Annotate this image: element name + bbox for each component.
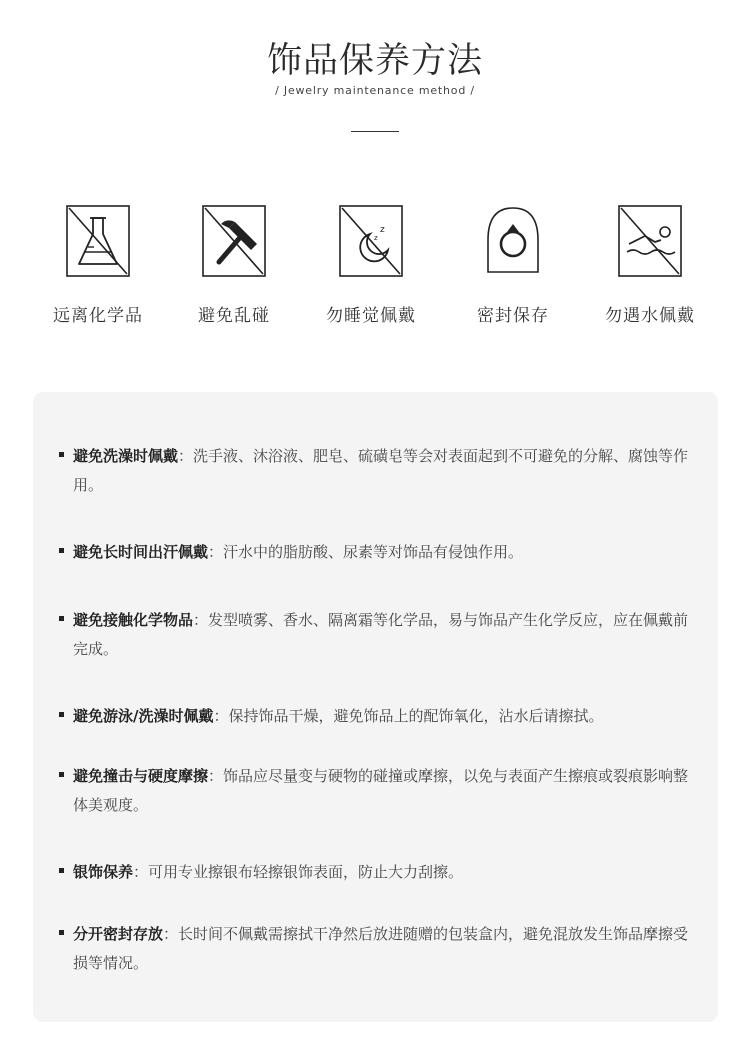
bullet-icon	[59, 868, 64, 873]
sleep-icon	[336, 200, 406, 280]
care-tip-heading: 避免撞击与硬度摩擦	[73, 767, 209, 785]
care-tip-body: 可用专业擦银布轻擦银饰表面，防止大力刮擦。	[148, 863, 464, 881]
care-tip-separator: ：	[178, 447, 194, 465]
title-divider	[351, 131, 399, 132]
care-tip-body: 洗手液、沐浴液、肥皂、硫磺皂等会对表面起到不可避免的分解、腐蚀等作用。	[73, 447, 689, 494]
bullet-icon	[59, 712, 64, 717]
swimming-icon	[615, 200, 685, 280]
care-tip-separator: ：	[163, 925, 179, 943]
icon-label-water: 勿遇水佩戴	[605, 306, 695, 326]
care-icon-row	[0, 200, 750, 340]
care-tip-separator: ：	[208, 543, 224, 561]
care-tips-panel	[33, 392, 718, 1022]
care-tip	[59, 702, 699, 731]
care-tip	[59, 538, 699, 567]
bullet-icon	[59, 616, 64, 621]
care-tip-body: 汗水中的脂肪酸、尿素等对饰品有侵蚀作用。	[223, 543, 524, 561]
icon-label-sealed: 密封保存	[477, 306, 549, 326]
bullet-icon	[59, 548, 64, 553]
care-tip	[59, 762, 699, 820]
care-tip-separator: ：	[208, 767, 224, 785]
svg-text:z: z	[380, 225, 385, 235]
care-tip-heading: 银饰保养	[73, 863, 134, 881]
bullet-icon	[59, 772, 64, 777]
icon-label-sleep: 勿睡觉佩戴	[326, 306, 416, 326]
page-title: 饰品保养方法	[266, 41, 483, 81]
ring-box-icon	[478, 200, 548, 280]
care-tip	[59, 606, 699, 664]
care-tip	[59, 442, 699, 500]
care-tip	[59, 920, 699, 978]
bullet-icon	[59, 930, 64, 935]
icon-label-collision: 避免乱碰	[198, 306, 270, 326]
icon-item-water	[580, 200, 720, 328]
care-tip-heading: 避免长时间出汗佩戴	[73, 543, 209, 561]
care-tip-body: 发型喷雾、香水、隔离霜等化学品，易与饰品产生化学反应，应在佩戴前完成。	[73, 611, 689, 658]
care-tip-heading: 避免游泳/洗澡时佩戴	[73, 707, 214, 725]
icon-item-sealed	[443, 200, 583, 328]
care-tip-heading: 避免接触化学物品	[73, 611, 194, 629]
care-tip-separator: ：	[213, 707, 229, 725]
care-tip-body: 长时间不佩戴需擦拭干净然后放进随赠的包装盒内，避免混放发生饰品摩擦受损等情况。	[73, 925, 689, 972]
care-tip-body: 饰品应尽量变与硬物的碰撞或摩擦，以免与表面产生擦痕或裂痕影响整体美观度。	[73, 767, 689, 814]
icon-item-sleep	[301, 200, 441, 328]
icon-item-chemicals	[28, 200, 168, 328]
icon-label-chemicals: 远离化学品	[53, 306, 143, 326]
icon-item-collision	[164, 200, 304, 328]
care-tip-heading: 分开密封存放	[73, 925, 164, 943]
care-tip-separator: ：	[193, 611, 209, 629]
hammer-icon	[199, 200, 269, 280]
care-tip-heading: 避免洗澡时佩戴	[73, 447, 179, 465]
svg-text:z: z	[374, 234, 378, 242]
care-tip-body: 保持饰品干燥，避免饰品上的配饰氧化，沾水后请擦拭。	[228, 707, 604, 725]
care-tip-separator: ：	[133, 863, 149, 881]
flask-icon	[63, 200, 133, 280]
care-tip	[59, 858, 699, 887]
bullet-icon	[59, 452, 64, 457]
page-subtitle: / Jewelry maintenance method /	[275, 84, 475, 97]
